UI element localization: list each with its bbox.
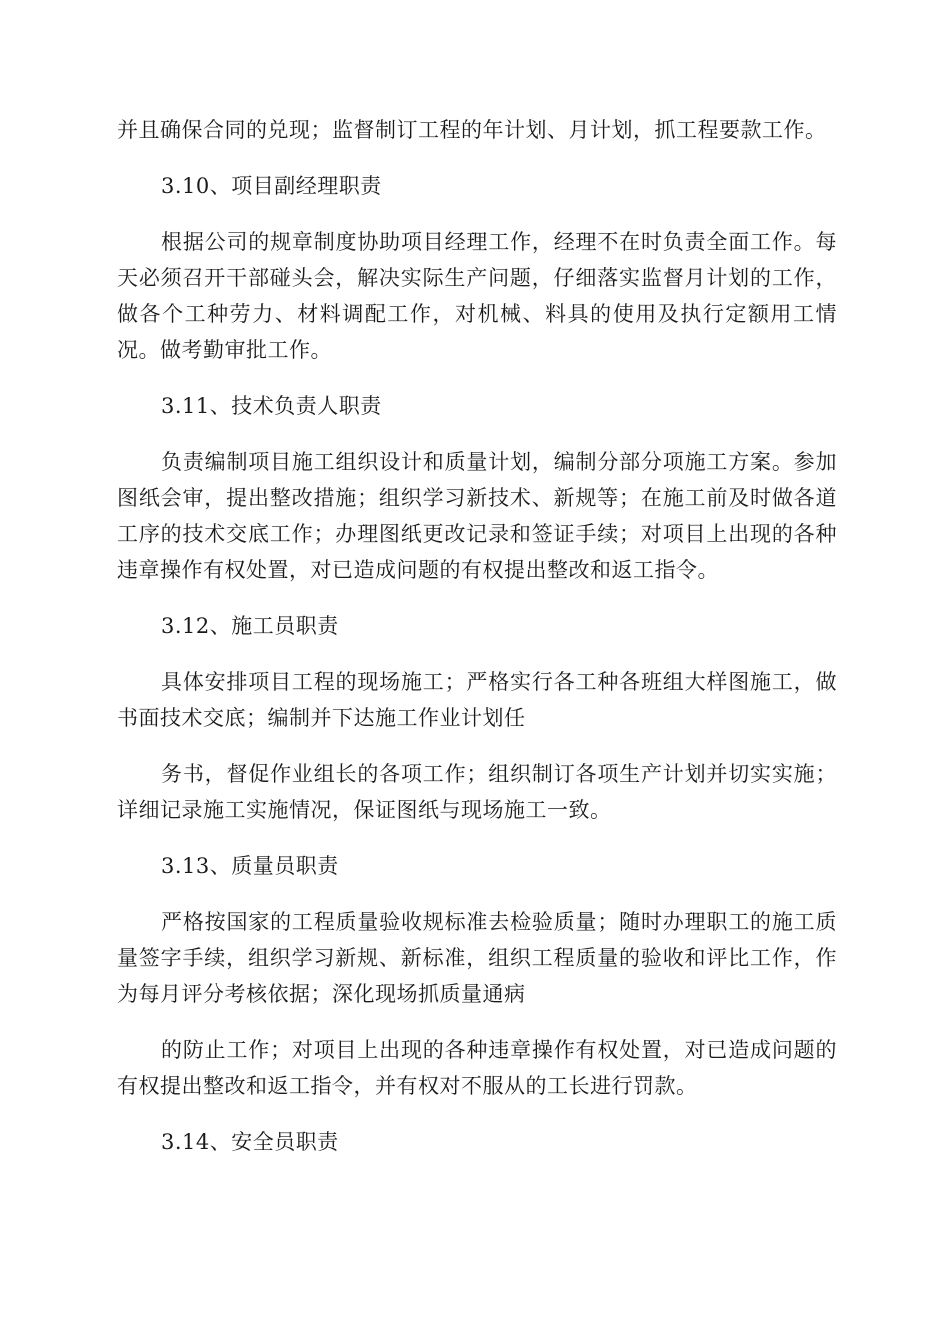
section-heading: 3.11、技术负责人职责: [161, 394, 382, 418]
document-page: [117, 112, 837, 1180]
section-heading: 3.12、施工员职责: [161, 614, 339, 638]
paragraph: 的防止工作；对项目上出现的各种违章操作有权处置，对已造成问题的有权提出整改和返工指令，并有权对不服从的工长进行罚款。: [117, 1038, 837, 1098]
section-heading: 3.10、项目副经理职责: [161, 174, 382, 198]
paragraph: 具体安排项目工程的现场施工；严格实行各工种各班组大样图施工，做书面技术交底；编制并下达施工作业计划任: [117, 670, 837, 730]
paragraph: 务书，督促作业组长的各项工作；组织制订各项生产计划并切实实施；详细记录施工实施情况，保证图纸与现场施工一致。: [117, 762, 837, 822]
paragraph: 负责编制项目施工组织设计和质量计划，编制分部分项施工方案。参加图纸会审，提出整改措施；组织学习新技术、新规等；在施工前及时做各道工序的技术交底工作；办理图纸更改记录和签证手续；对项目上出现的各种违章操作有权处置，对已造成问题的有权提出整改和返工指令。: [117, 450, 837, 582]
paragraph: 并且确保合同的兑现；监督制订工程的年计划、月计划，抓工程要款工作。: [117, 118, 827, 142]
paragraph: 严格按国家的工程质量验收规标准去检验质量；随时办理职工的施工质量签字手续，组织学习新规、新标准，组织工程质量的验收和评比工作，作为每月评分考核依据；深化现场抓质量通病: [117, 910, 837, 1006]
section-heading: 3.13、质量员职责: [161, 854, 339, 878]
section-heading: 3.14、安全员职责: [161, 1130, 339, 1154]
paragraph: 根据公司的规章制度协助项目经理工作，经理不在时负责全面工作。每天必须召开干部碰头会，解决实际生产问题，仔细落实监督月计划的工作，做各个工种劳力、材料调配工作，对机械、料具的使用及执行定额用工情况。做考勤审批工作。: [117, 230, 837, 362]
